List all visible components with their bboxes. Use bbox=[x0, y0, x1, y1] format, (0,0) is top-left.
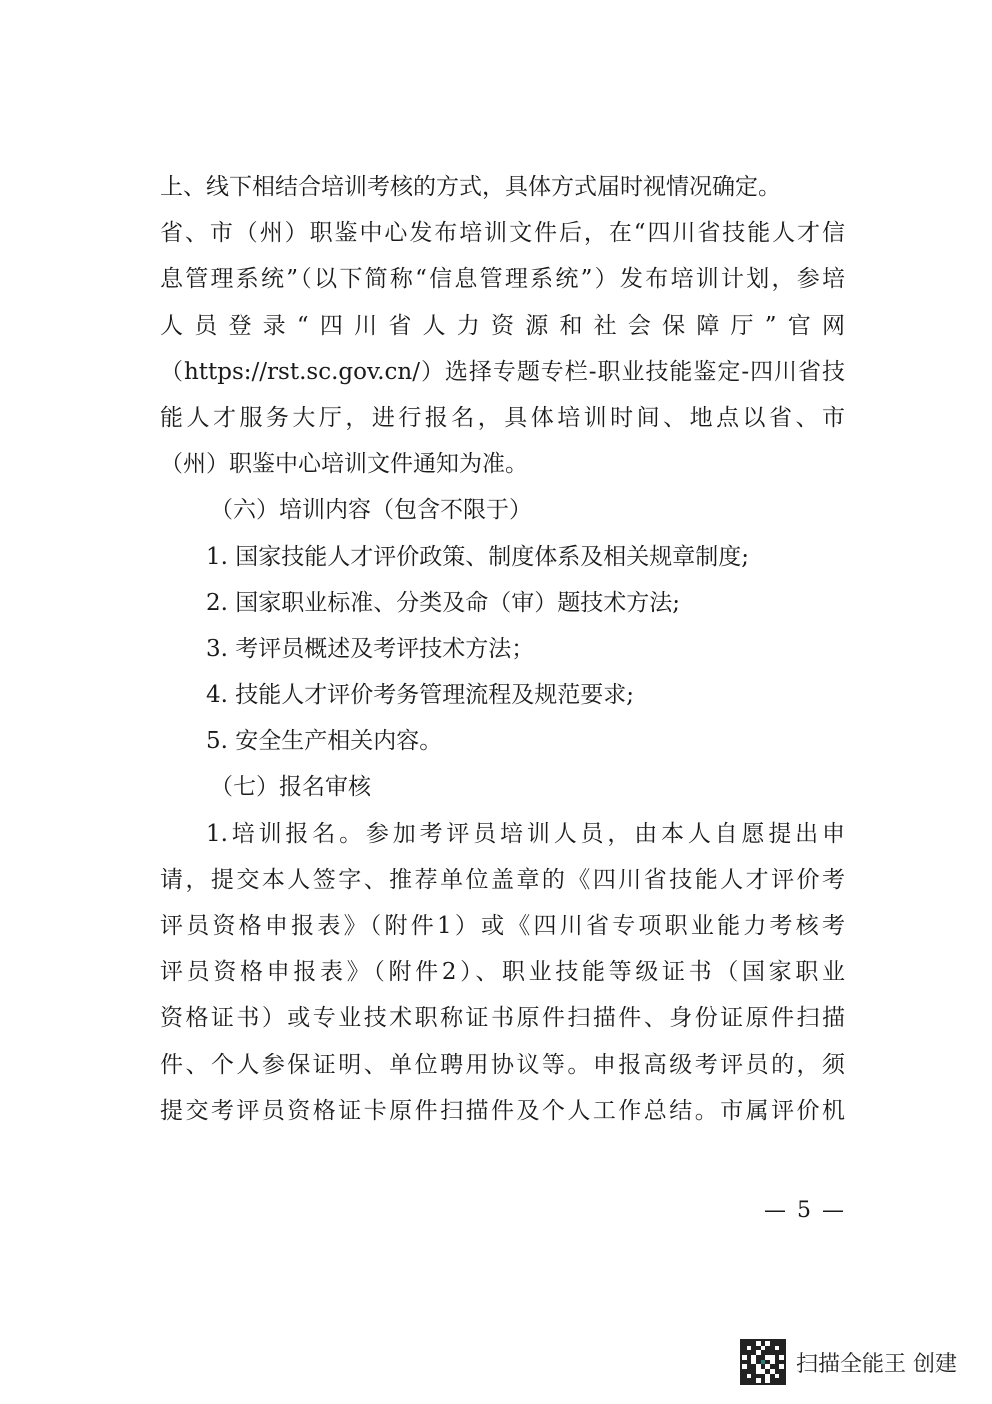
text-line: 省、市（州）职鉴中心发布培训文件后，在“四川省技能人才信 bbox=[160, 220, 845, 247]
text-line: 评员资格申报表》（附件1）或《四川省专项职业能力考核考 bbox=[160, 913, 845, 939]
qr-code-icon bbox=[740, 1339, 786, 1385]
text-line: （六）培训内容（包含不限于） bbox=[210, 497, 532, 524]
text-line: 1. 国家技能人才评价政策、制度体系及相关规章制度; bbox=[206, 543, 750, 570]
text-line: （https://rst.sc.gov.cn/）选择专题专栏-职业技能鉴定-四川省技 bbox=[160, 358, 845, 385]
text-line: 3. 考评员概述及考评技术方法； bbox=[206, 635, 535, 662]
text-line: 上、线下相结合培训考核的方式，具体方式届时视情况确定。 bbox=[160, 174, 781, 200]
text-line: 资格证书）或专业技术职称证书原件扫描件、身份证原件扫描 bbox=[160, 1005, 845, 1032]
page-number: — 5 — bbox=[764, 1198, 846, 1223]
text-line: 5. 安全生产相关内容。 bbox=[206, 728, 443, 755]
text-line: 2. 国家职业标准、分类及命（审）题技术方法; bbox=[206, 589, 681, 616]
text-line: 请，提交本人签字、推荐单位盖章的《四川省技能人才评价考 bbox=[160, 866, 845, 893]
text-line: 评员资格申报表》（附件2）、职业技能等级证书（国家职业 bbox=[160, 959, 845, 986]
text-line: 能人才服务大厅，进行报名，具体培训时间、地点以省、市 bbox=[160, 404, 845, 431]
text-line: 人员登录“四川省人力资源和社会保障厅”官网 bbox=[160, 312, 845, 339]
text-line: （七）报名审核 bbox=[210, 774, 371, 801]
watermark-text: 扫描全能王 创建 bbox=[796, 1351, 957, 1377]
text-line: 件、个人参保证明、单位聘用协议等。申报高级考评员的，须 bbox=[160, 1051, 845, 1078]
scanner-watermark bbox=[740, 1336, 972, 1388]
text-line: 提交考评员资格证卡原件扫描件及个人工作总结。市属评价机 bbox=[160, 1097, 845, 1124]
text-line: （州）职鉴中心培训文件通知为准。 bbox=[160, 451, 528, 478]
text-line: 4. 技能人才评价考务管理流程及规范要求; bbox=[206, 682, 635, 709]
body-text bbox=[160, 164, 845, 1134]
text-line: 息管理系统”（以下简称“信息管理系统”）发布培训计划，参培 bbox=[160, 266, 845, 293]
text-line: 1.培训报名。参加考评员培训人员，由本人自愿提出申 bbox=[206, 820, 845, 847]
